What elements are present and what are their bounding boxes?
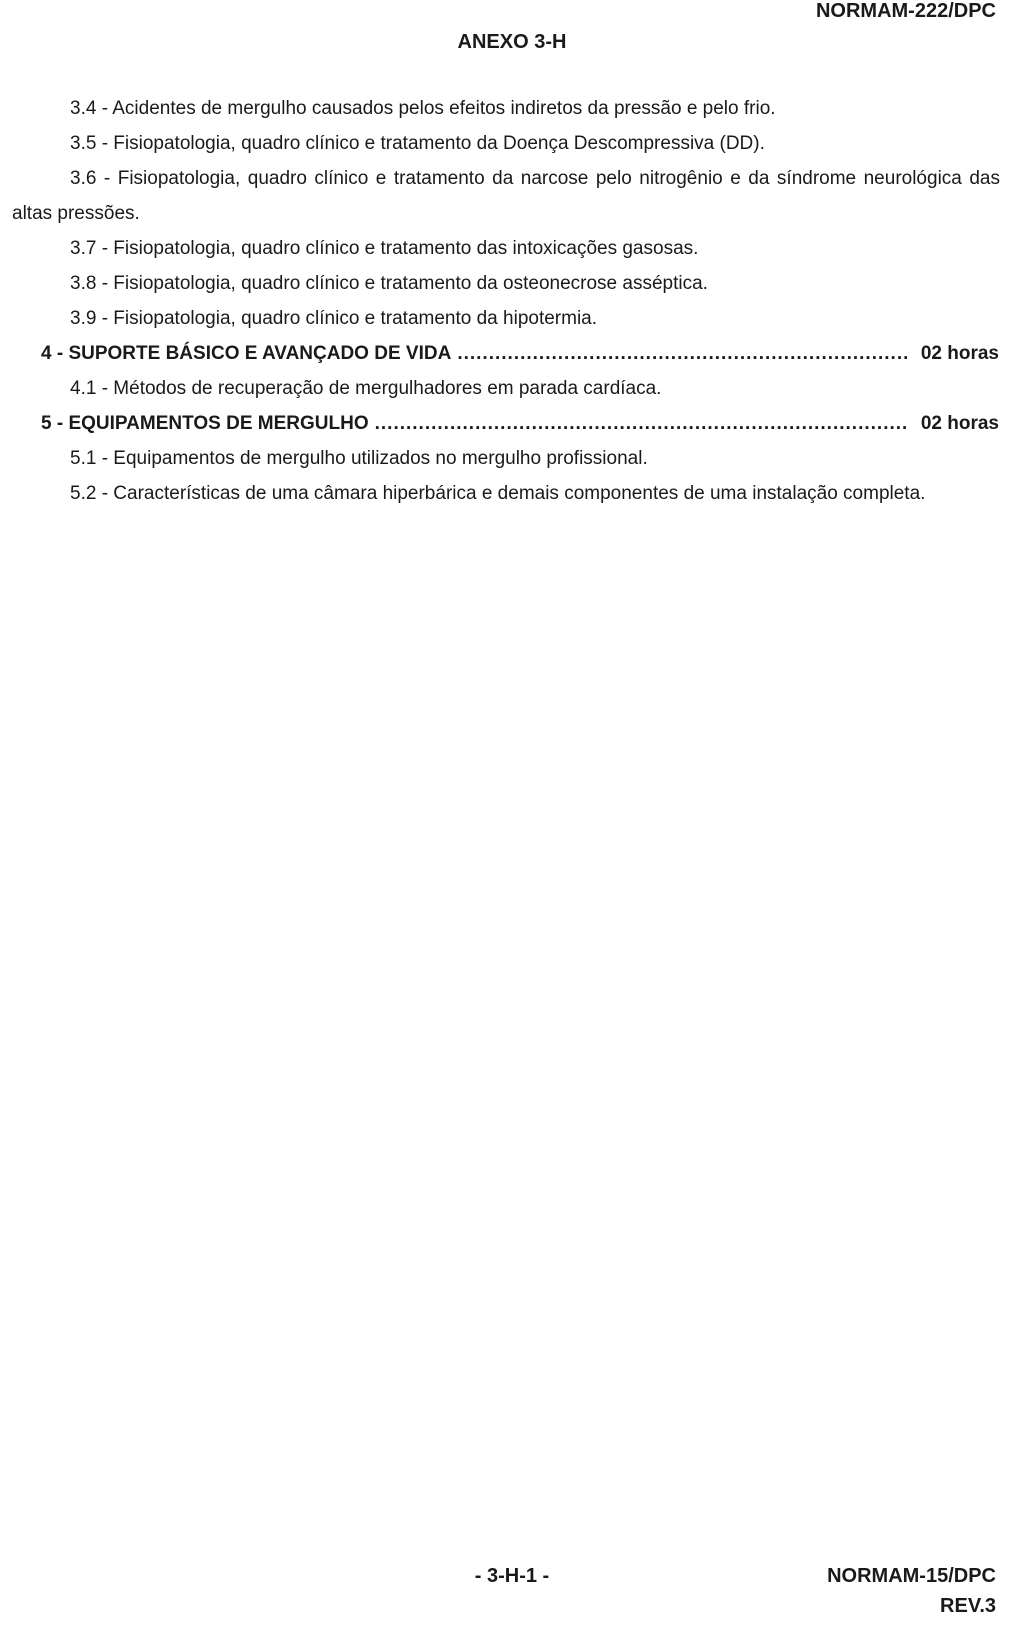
annex-title: ANEXO 3-H xyxy=(457,31,567,53)
footer-document-reference: NORMAM-15/DPC xyxy=(827,1565,996,1587)
item-3-4: 3.4 - Acidentes de mergulho causados pelos efeitos indiretos da pressão e pelo frio. xyxy=(70,98,776,119)
item-3-5: 3.5 - Fisiopatologia, quadro clínico e tratamento da Doença Descompressiva (DD). xyxy=(70,133,765,154)
item-3-7: 3.7 - Fisiopatologia, quadro clínico e tratamento das intoxicações gasosas. xyxy=(70,238,699,259)
footer-page-number: - 3-H-1 - xyxy=(474,1565,550,1587)
section-4-hours: 02 horas xyxy=(920,343,999,364)
section-4-heading xyxy=(12,336,999,371)
leader-dots xyxy=(457,336,907,371)
section-5-heading xyxy=(12,406,999,441)
section-4-label: 4 - SUPORTE BÁSICO E AVANÇADO DE VIDA xyxy=(41,343,452,364)
section-5-hours: 02 horas xyxy=(920,413,999,434)
item-5-1: 5.1 - Equipamentos de mergulho utilizados no mergulho profissional. xyxy=(70,448,648,469)
item-4-1: 4.1 - Métodos de recuperação de mergulhadores em parada cardíaca. xyxy=(70,378,662,399)
footer-revision: REV.3 xyxy=(940,1595,996,1617)
item-5-2: 5.2 - Características de uma câmara hiperbárica e demais componentes de uma instalação completa. xyxy=(70,483,926,504)
item-3-6: 3.6 - Fisiopatologia, quadro clínico e tratamento da narcose pelo nitrogênio e da síndrome neurológica das altas pressões. xyxy=(12,168,1000,224)
section-5-label: 5 - EQUIPAMENTOS DE MERGULHO xyxy=(41,413,369,434)
leader-dots xyxy=(375,406,907,441)
document-body xyxy=(12,91,1002,511)
item-3-9: 3.9 - Fisiopatologia, quadro clínico e tratamento da hipotermia. xyxy=(70,308,598,329)
item-3-8: 3.8 - Fisiopatologia, quadro clínico e tratamento da osteonecrose asséptica. xyxy=(70,273,708,294)
header-document-reference: NORMAM-222/DPC xyxy=(815,0,996,22)
